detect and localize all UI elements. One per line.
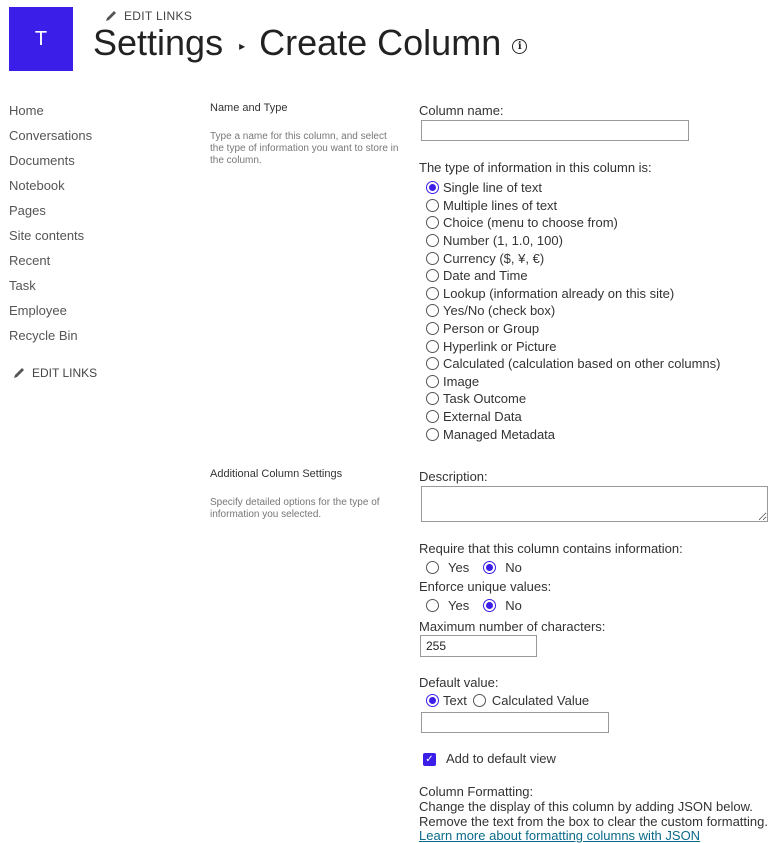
type-option-single-line-of-text[interactable] <box>426 179 542 197</box>
require-no-radio[interactable] <box>483 561 496 574</box>
nav-item-home[interactable]: Home <box>9 103 44 118</box>
nav-item-employee[interactable]: Employee <box>9 303 67 318</box>
type-option-date-and-time[interactable] <box>426 267 528 285</box>
unique-radio-group <box>426 598 536 613</box>
type-radio[interactable] <box>426 199 439 212</box>
info-icon[interactable]: i <box>512 39 527 54</box>
default-text-radio[interactable] <box>426 694 439 707</box>
type-option-hyperlink-or-picture[interactable] <box>426 337 556 355</box>
edit-links-nav[interactable] <box>12 366 97 380</box>
type-option-person-or-group[interactable] <box>426 320 539 338</box>
nav-item-recycle-bin[interactable]: Recycle Bin <box>9 328 78 343</box>
add-to-default-view-checkbox[interactable] <box>423 753 436 766</box>
nav-item-notebook[interactable]: Notebook <box>9 178 65 193</box>
checkmark-icon: ✓ <box>425 754 434 765</box>
column-formatting-label: Column Formatting: <box>419 784 534 799</box>
section-desc-additional: Specify detailed options for the type of information you selected. <box>210 497 380 520</box>
type-option-label: Yes/No (check box) <box>443 303 556 319</box>
default-value-radio-group <box>426 693 603 708</box>
description-textarea[interactable] <box>421 486 768 522</box>
type-option-label: Calculated (calculation based on other columns) <box>443 356 721 372</box>
type-radio[interactable] <box>426 269 439 282</box>
left-navigation <box>9 102 92 352</box>
column-name-input[interactable] <box>421 120 689 141</box>
unique-yes-radio[interactable] <box>426 599 439 612</box>
nav-item-pages[interactable]: Pages <box>9 203 46 218</box>
require-yes-radio[interactable] <box>426 561 439 574</box>
type-option-label: Currency ($, ¥, €) <box>443 250 545 266</box>
type-option-label: Task Outcome <box>443 391 527 407</box>
default-calc-label: Calculated Value <box>491 693 590 708</box>
type-option-choice-menu-to-choose-from[interactable] <box>426 214 618 232</box>
pencil-icon <box>104 9 118 23</box>
nav-item-task[interactable]: Task <box>9 278 36 293</box>
max-chars-input[interactable] <box>420 635 537 657</box>
edit-links-nav-label: EDIT LINKS <box>32 366 98 380</box>
add-to-default-view-label: Add to default view <box>446 751 556 766</box>
unique-no-label: No <box>505 598 522 613</box>
default-text-label: Text <box>443 693 467 708</box>
default-value-label: Default value: <box>419 675 499 690</box>
nav-item-conversations[interactable]: Conversations <box>9 128 93 143</box>
type-radio[interactable] <box>426 304 439 317</box>
type-option-label: Person or Group <box>443 321 540 337</box>
type-radio[interactable] <box>426 428 439 441</box>
type-option-multiple-lines-of-text[interactable] <box>426 197 557 215</box>
type-option-task-outcome[interactable] <box>426 390 526 408</box>
type-radio[interactable] <box>426 252 439 265</box>
unique-yes-option[interactable] <box>426 598 469 613</box>
column-formatting-line1: Change the display of this column by adding JSON below. <box>419 799 753 814</box>
column-formatting-line2: Remove the text from the box to clear the custom formatting. <box>419 814 768 829</box>
section-title-name-type: Name and Type <box>210 102 288 114</box>
type-radio[interactable] <box>426 340 439 353</box>
nav-item-recent[interactable]: Recent <box>9 253 51 268</box>
type-option-managed-metadata[interactable] <box>426 425 555 443</box>
type-label: The type of information in this column is: <box>419 160 652 175</box>
type-radio[interactable] <box>426 392 439 405</box>
unique-no-radio[interactable] <box>483 599 496 612</box>
type-option-label: Image <box>443 373 480 389</box>
section-desc-name-type: Type a name for this column, and select the type of information you want to store in the column. <box>210 131 399 166</box>
column-name-label: Column name: <box>419 103 504 118</box>
type-option-label: Managed Metadata <box>443 426 556 442</box>
type-option-number-1-1-0-100[interactable] <box>426 232 563 250</box>
require-radio-group <box>426 560 536 575</box>
breadcrumb-separator-icon: ▸ <box>239 39 246 53</box>
type-option-currency[interactable] <box>426 249 544 267</box>
type-option-lookup-information-already-on-this-site[interactable] <box>426 285 674 303</box>
default-value-input[interactable] <box>421 712 609 733</box>
type-radio[interactable] <box>426 216 439 229</box>
require-yes-label: Yes <box>448 560 470 575</box>
max-chars-label: Maximum number of characters: <box>419 619 606 634</box>
breadcrumb-settings[interactable]: Settings <box>93 22 224 63</box>
default-calc-option[interactable] <box>473 693 589 708</box>
type-radio[interactable] <box>426 322 439 335</box>
nav-item-site-contents[interactable]: Site contents <box>9 228 85 243</box>
type-option-label: Lookup (information already on this site) <box>443 285 675 301</box>
unique-yes-label: Yes <box>448 598 470 613</box>
type-option-label: Hyperlink or Picture <box>443 338 557 354</box>
type-option-yes-no-check-box[interactable] <box>426 302 555 320</box>
section-title-additional: Additional Column Settings <box>210 468 343 480</box>
require-label: Require that this column contains information: <box>419 541 683 556</box>
type-option-image[interactable] <box>426 373 479 391</box>
require-no-label: No <box>505 560 522 575</box>
type-option-label: External Data <box>443 409 522 425</box>
pencil-icon <box>12 366 26 380</box>
page-title <box>93 22 527 64</box>
site-logo[interactable] <box>9 7 73 71</box>
type-radio[interactable] <box>426 357 439 370</box>
type-option-label: Choice (menu to choose from) <box>443 215 618 231</box>
type-option-external-data[interactable] <box>426 408 522 426</box>
type-radio[interactable] <box>426 234 439 247</box>
type-option-label: Single line of text <box>443 180 543 196</box>
require-no-option[interactable] <box>483 560 522 575</box>
breadcrumb-current: Create Column <box>259 22 502 63</box>
edit-links-top-label: EDIT LINKS <box>124 9 193 23</box>
require-yes-option[interactable] <box>426 560 469 575</box>
site-logo-letter: T <box>34 27 48 50</box>
edit-links-top[interactable] <box>104 9 192 23</box>
nav-item-documents[interactable]: Documents <box>9 153 75 168</box>
type-option-calculated-calculation-based-on-other-columns[interactable] <box>426 355 721 373</box>
default-calc-radio[interactable] <box>473 694 486 707</box>
type-option-label: Multiple lines of text <box>443 197 558 213</box>
type-option-label: Date and Time <box>443 268 528 284</box>
type-radio[interactable] <box>426 181 439 194</box>
type-radio[interactable] <box>426 287 439 300</box>
type-radio[interactable] <box>426 410 439 423</box>
type-radio[interactable] <box>426 375 439 388</box>
description-label: Description: <box>419 469 488 484</box>
type-option-label: Number (1, 1.0, 100) <box>443 233 563 249</box>
default-text-option[interactable] <box>426 693 467 708</box>
unique-label: Enforce unique values: <box>419 579 552 594</box>
unique-no-option[interactable] <box>483 598 522 613</box>
formatting-json-link[interactable]: Learn more about formatting columns with JSON <box>419 828 701 843</box>
